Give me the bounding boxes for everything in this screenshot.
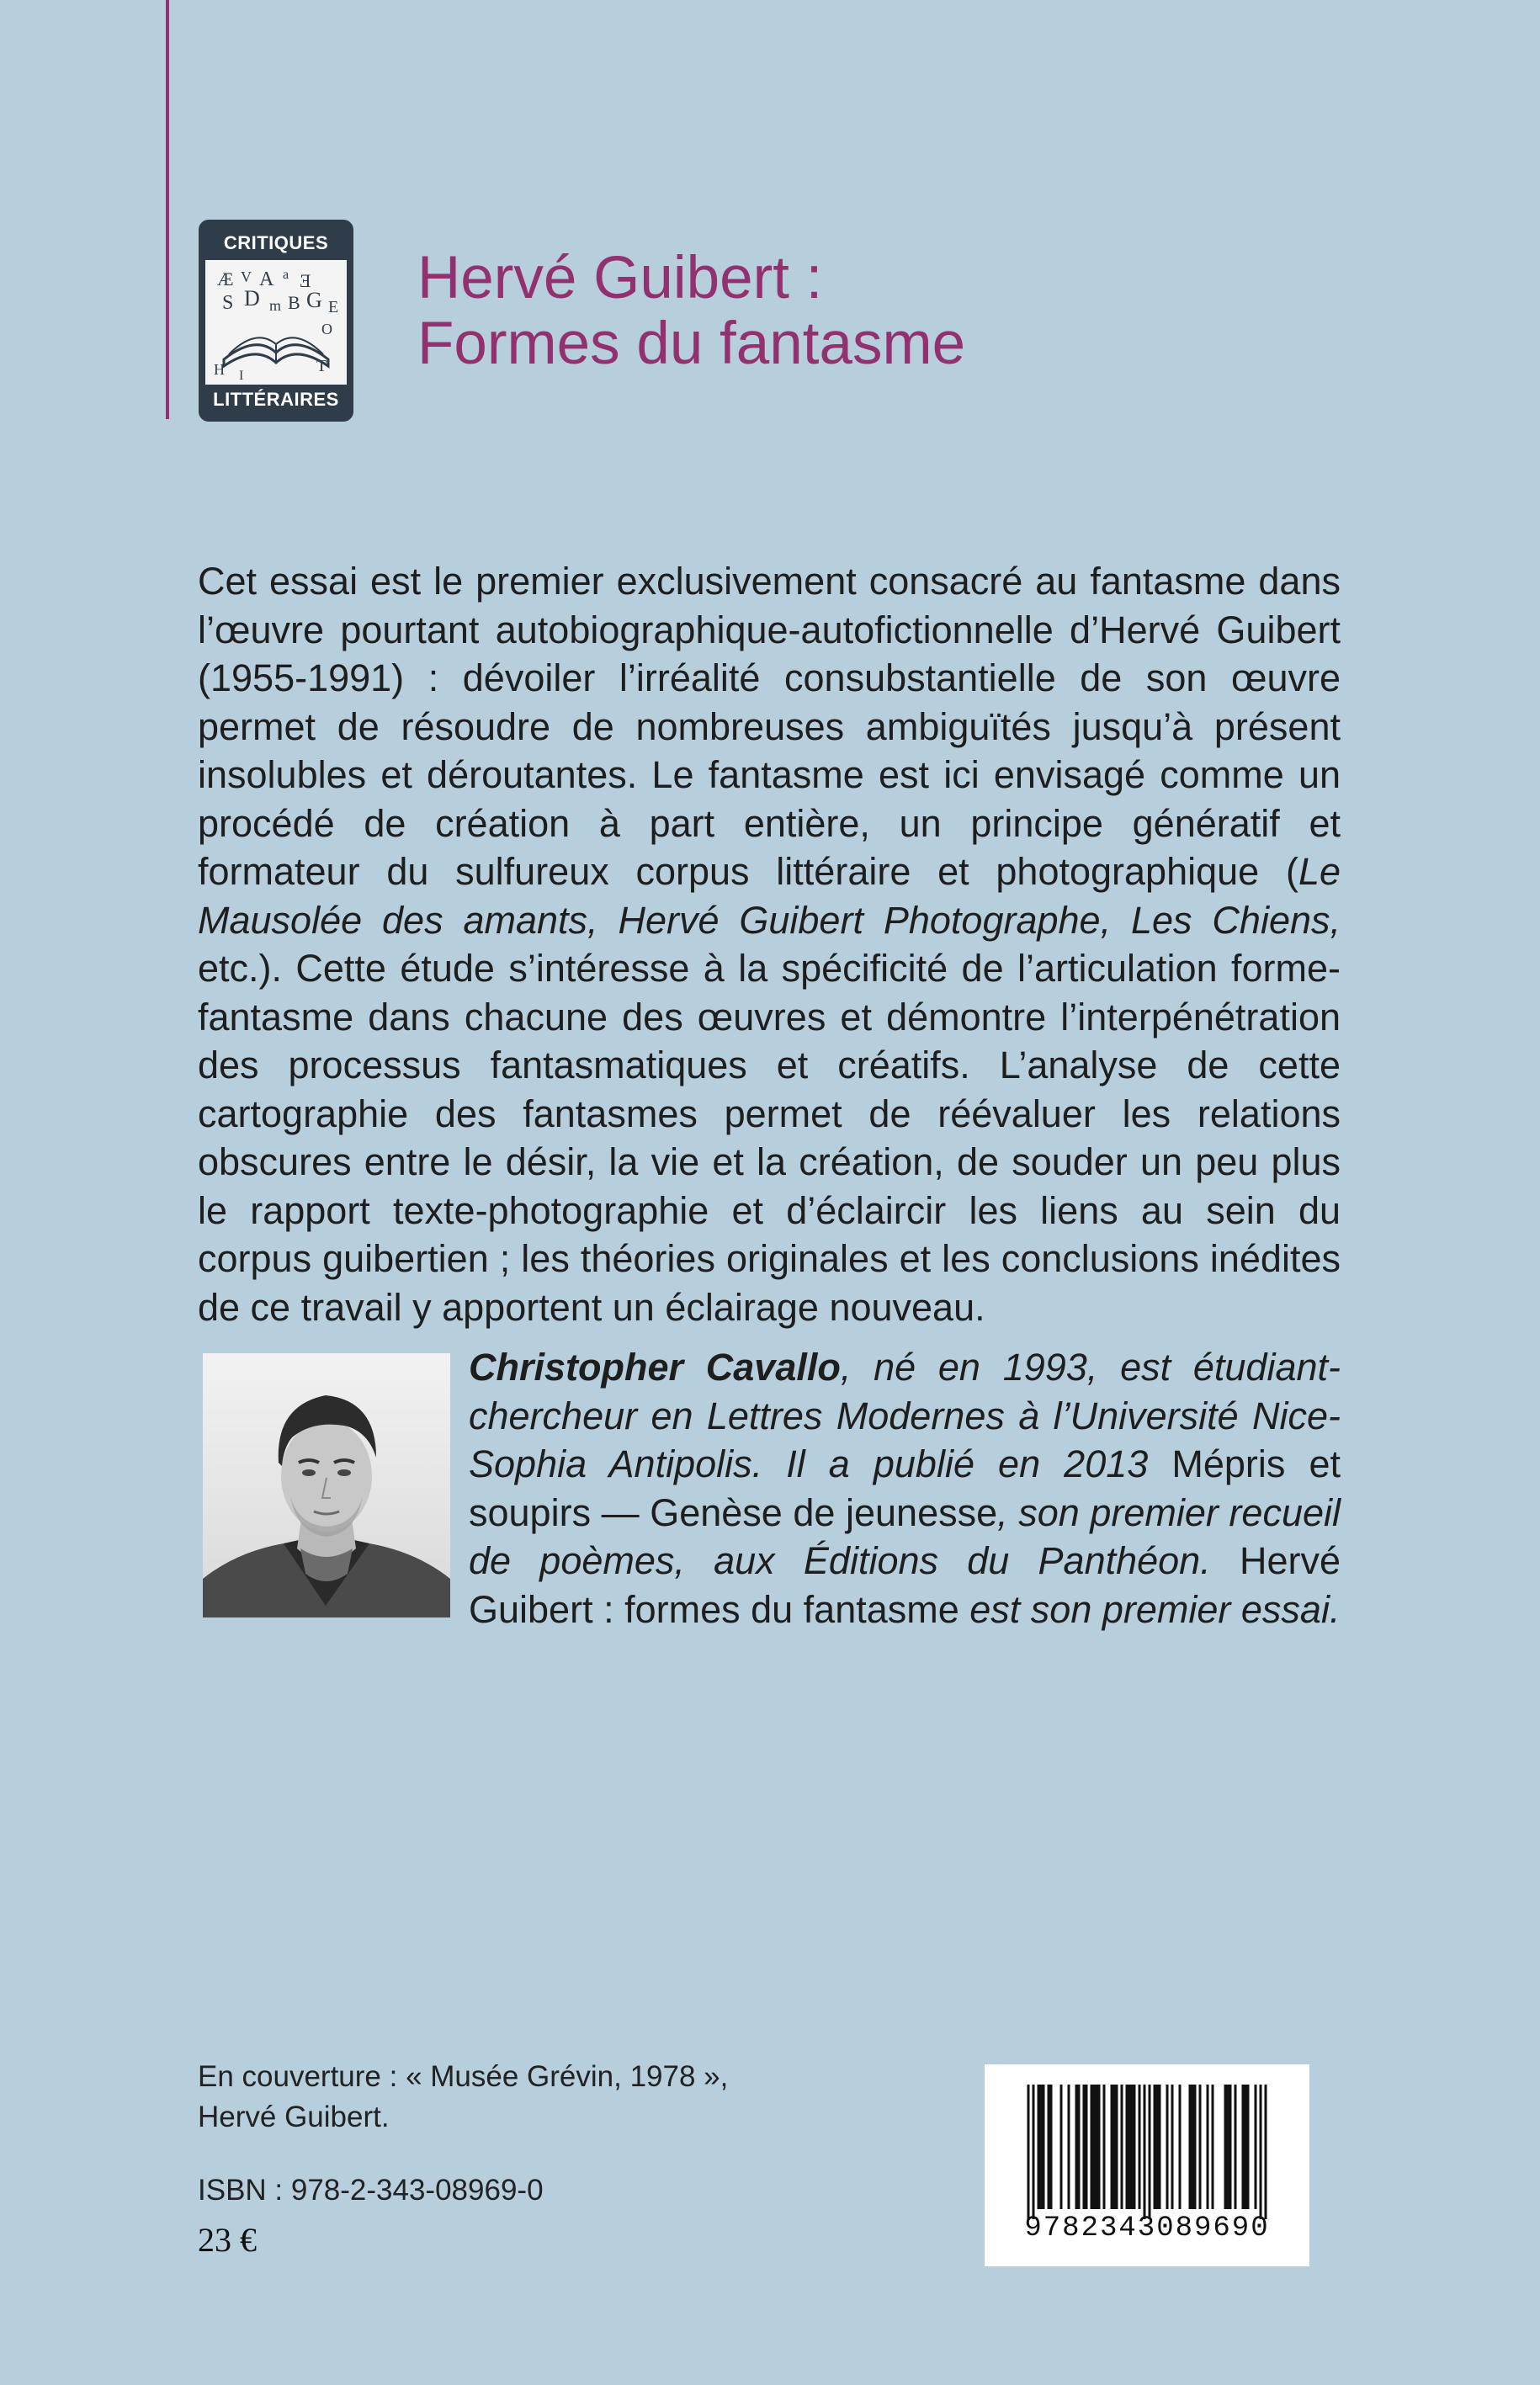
barcode-bar — [1033, 2085, 1035, 2219]
author-photo — [203, 1353, 450, 1617]
barcode-digits: 9782343089690 — [1024, 2212, 1270, 2244]
cover-credit-line1: En couverture : « Musée Grévin, 1978 », — [198, 2060, 729, 2093]
barcode-bar — [1040, 2085, 1043, 2209]
barcode-bar — [1255, 2085, 1257, 2209]
barcode-bar — [1207, 2085, 1209, 2209]
svg-text:H: H — [214, 361, 225, 378]
barcode-bar — [1166, 2085, 1169, 2209]
barcode-bar — [1159, 2085, 1161, 2209]
svg-text:E: E — [328, 298, 339, 316]
barcode-bar — [1068, 2085, 1070, 2209]
svg-text:Ǝ: Ǝ — [300, 270, 311, 291]
barcode-bar — [1103, 2085, 1106, 2209]
cover-credit — [198, 2057, 728, 2138]
barcode-bar — [1227, 2085, 1229, 2209]
svg-text:G: G — [306, 288, 322, 312]
barcode-bar — [1043, 2085, 1045, 2209]
book-title-line1: Hervé Guibert : — [417, 245, 823, 311]
bio-text1: , né en 1993, est étudiant-chercheur en Lettres Modernes à l’Université Nice-Sophia Antipolis. Il a publié en 2013 — [469, 1346, 1341, 1485]
barcode-bar — [1242, 2085, 1245, 2209]
barcode-bar — [1096, 2085, 1098, 2209]
series-logo-bottom: LITTÉRAIRES — [213, 389, 339, 410]
barcode-bar — [1192, 2085, 1194, 2209]
blurb-part1: Cet essai est le premier exclusivement consacré au fantasme dans l’œuvre pourtant autobiographique-autofictionnelle d’Hervé Guibert (1955-1991) : dévoiler l’irréalité consubstantielle de son œuvre permet de résoudre de nombreuses ambiguïtés jusqu’à présent insolubles et déroutantes. Le fantasme est ici envisagé comme un procédé de création à part entière, un principe génératif et formateur du sulfureux corpus littéraire et photographique ( — [198, 560, 1341, 893]
author-name: Christopher Cavallo — [469, 1346, 841, 1389]
series-logo-top: CRITIQUES — [223, 232, 329, 253]
price: 23 € — [198, 2221, 257, 2259]
blurb-part2: etc.). Cette étude s’intéresse à la spécificité de l’articulation forme-fantasme dans chacune des œuvres et démontre l’interpénétration des processus fantasmatiques et créatifs. L’analyse de cette cartographie des fantasmes permet de réévaluer les relations obscures entre le désir, la vie et la création, de souder un peu plus le rapport texte-photographie et d’éclaircir les liens au sein du corpus guibertien ; les théories originales et les conclusions inédites de ce travail y apportent un éclairage nouveau. — [198, 947, 1341, 1329]
open-book-letters-icon — [205, 260, 347, 385]
barcode-bar — [1093, 2085, 1096, 2209]
svg-text:T: T — [316, 357, 327, 375]
barcode-bar — [1128, 2085, 1131, 2209]
svg-text:Æ: Æ — [217, 268, 234, 289]
isbn: ISBN : 978-2-343-08969-0 — [198, 2174, 544, 2207]
barcode-bar — [1149, 2085, 1151, 2219]
svg-text:a: a — [283, 268, 289, 282]
barcode-bar — [1144, 2085, 1146, 2219]
svg-text:O: O — [321, 321, 332, 337]
barcode-bar — [1086, 2085, 1088, 2209]
barcode-bar — [1247, 2085, 1250, 2209]
svg-text:S: S — [222, 292, 234, 314]
barcode-bar — [1229, 2085, 1232, 2209]
barcode-bar — [1260, 2085, 1262, 2219]
bio-text2: , son premier recueil de poèmes, aux Éditions du Panthéon. — [469, 1490, 1341, 1582]
barcode-bar — [1126, 2085, 1128, 2209]
barcode-bar — [1212, 2085, 1214, 2209]
svg-text:V: V — [241, 268, 252, 285]
book-title-line2: Formes du fantasme — [417, 311, 966, 377]
svg-text:D: D — [244, 286, 260, 311]
barcode-bar — [1038, 2085, 1040, 2209]
bio-book2: Hervé Guibert : formes du fantasme — [469, 1539, 1341, 1631]
barcode-bar — [1199, 2085, 1202, 2209]
barcode-bar — [1075, 2085, 1078, 2209]
barcode-bar — [1116, 2085, 1118, 2209]
barcode-bar — [1028, 2085, 1030, 2219]
barcode-bar — [1179, 2085, 1182, 2209]
barcode-bar — [1078, 2085, 1081, 2209]
barcode-bar — [1265, 2085, 1267, 2219]
barcode-bar — [1113, 2085, 1116, 2209]
barcode-bar — [1098, 2085, 1101, 2209]
svg-text:B: B — [288, 292, 300, 313]
barcode-bar — [1245, 2085, 1247, 2209]
svg-text:A: A — [259, 268, 274, 290]
svg-text:m: m — [269, 297, 282, 314]
barcode-bar — [1091, 2085, 1093, 2209]
bio-text3: est son premier essai. — [959, 1587, 1341, 1631]
barcode-bar — [1154, 2085, 1156, 2209]
barcode-bar — [1189, 2085, 1192, 2209]
barcode-bar — [1131, 2085, 1134, 2209]
bio-book1: Mépris et soupirs — Genèse de jeunesse — [469, 1442, 1341, 1534]
barcode-bar — [1171, 2085, 1174, 2209]
cover-credit-line2: Hervé Guibert. — [198, 2101, 390, 2133]
author-bio — [469, 1343, 1341, 1633]
accent-rule — [166, 0, 169, 419]
svg-text:I: I — [239, 369, 244, 383]
series-logo — [199, 220, 353, 422]
barcode-bar — [1235, 2085, 1237, 2209]
barcode-bar — [1111, 2085, 1113, 2209]
book-blurb — [198, 557, 1341, 1331]
barcode-bar — [1060, 2085, 1063, 2209]
barcode-bar — [1139, 2085, 1141, 2209]
book-title — [417, 246, 965, 377]
barcode-bar — [1048, 2085, 1050, 2209]
barcode-bar — [1194, 2085, 1197, 2209]
barcode-bar — [1156, 2085, 1159, 2209]
barcode-bar — [1050, 2085, 1053, 2209]
barcode — [985, 2064, 1309, 2266]
barcode-bar — [1083, 2085, 1086, 2209]
barcode-bar — [1121, 2085, 1123, 2209]
blurb-cited-titles: Le Mausolée des amants, Hervé Guibert Photographe, Les Chiens, — [198, 850, 1341, 942]
barcode-bar — [1224, 2085, 1227, 2209]
barcode-bar — [1134, 2085, 1136, 2209]
